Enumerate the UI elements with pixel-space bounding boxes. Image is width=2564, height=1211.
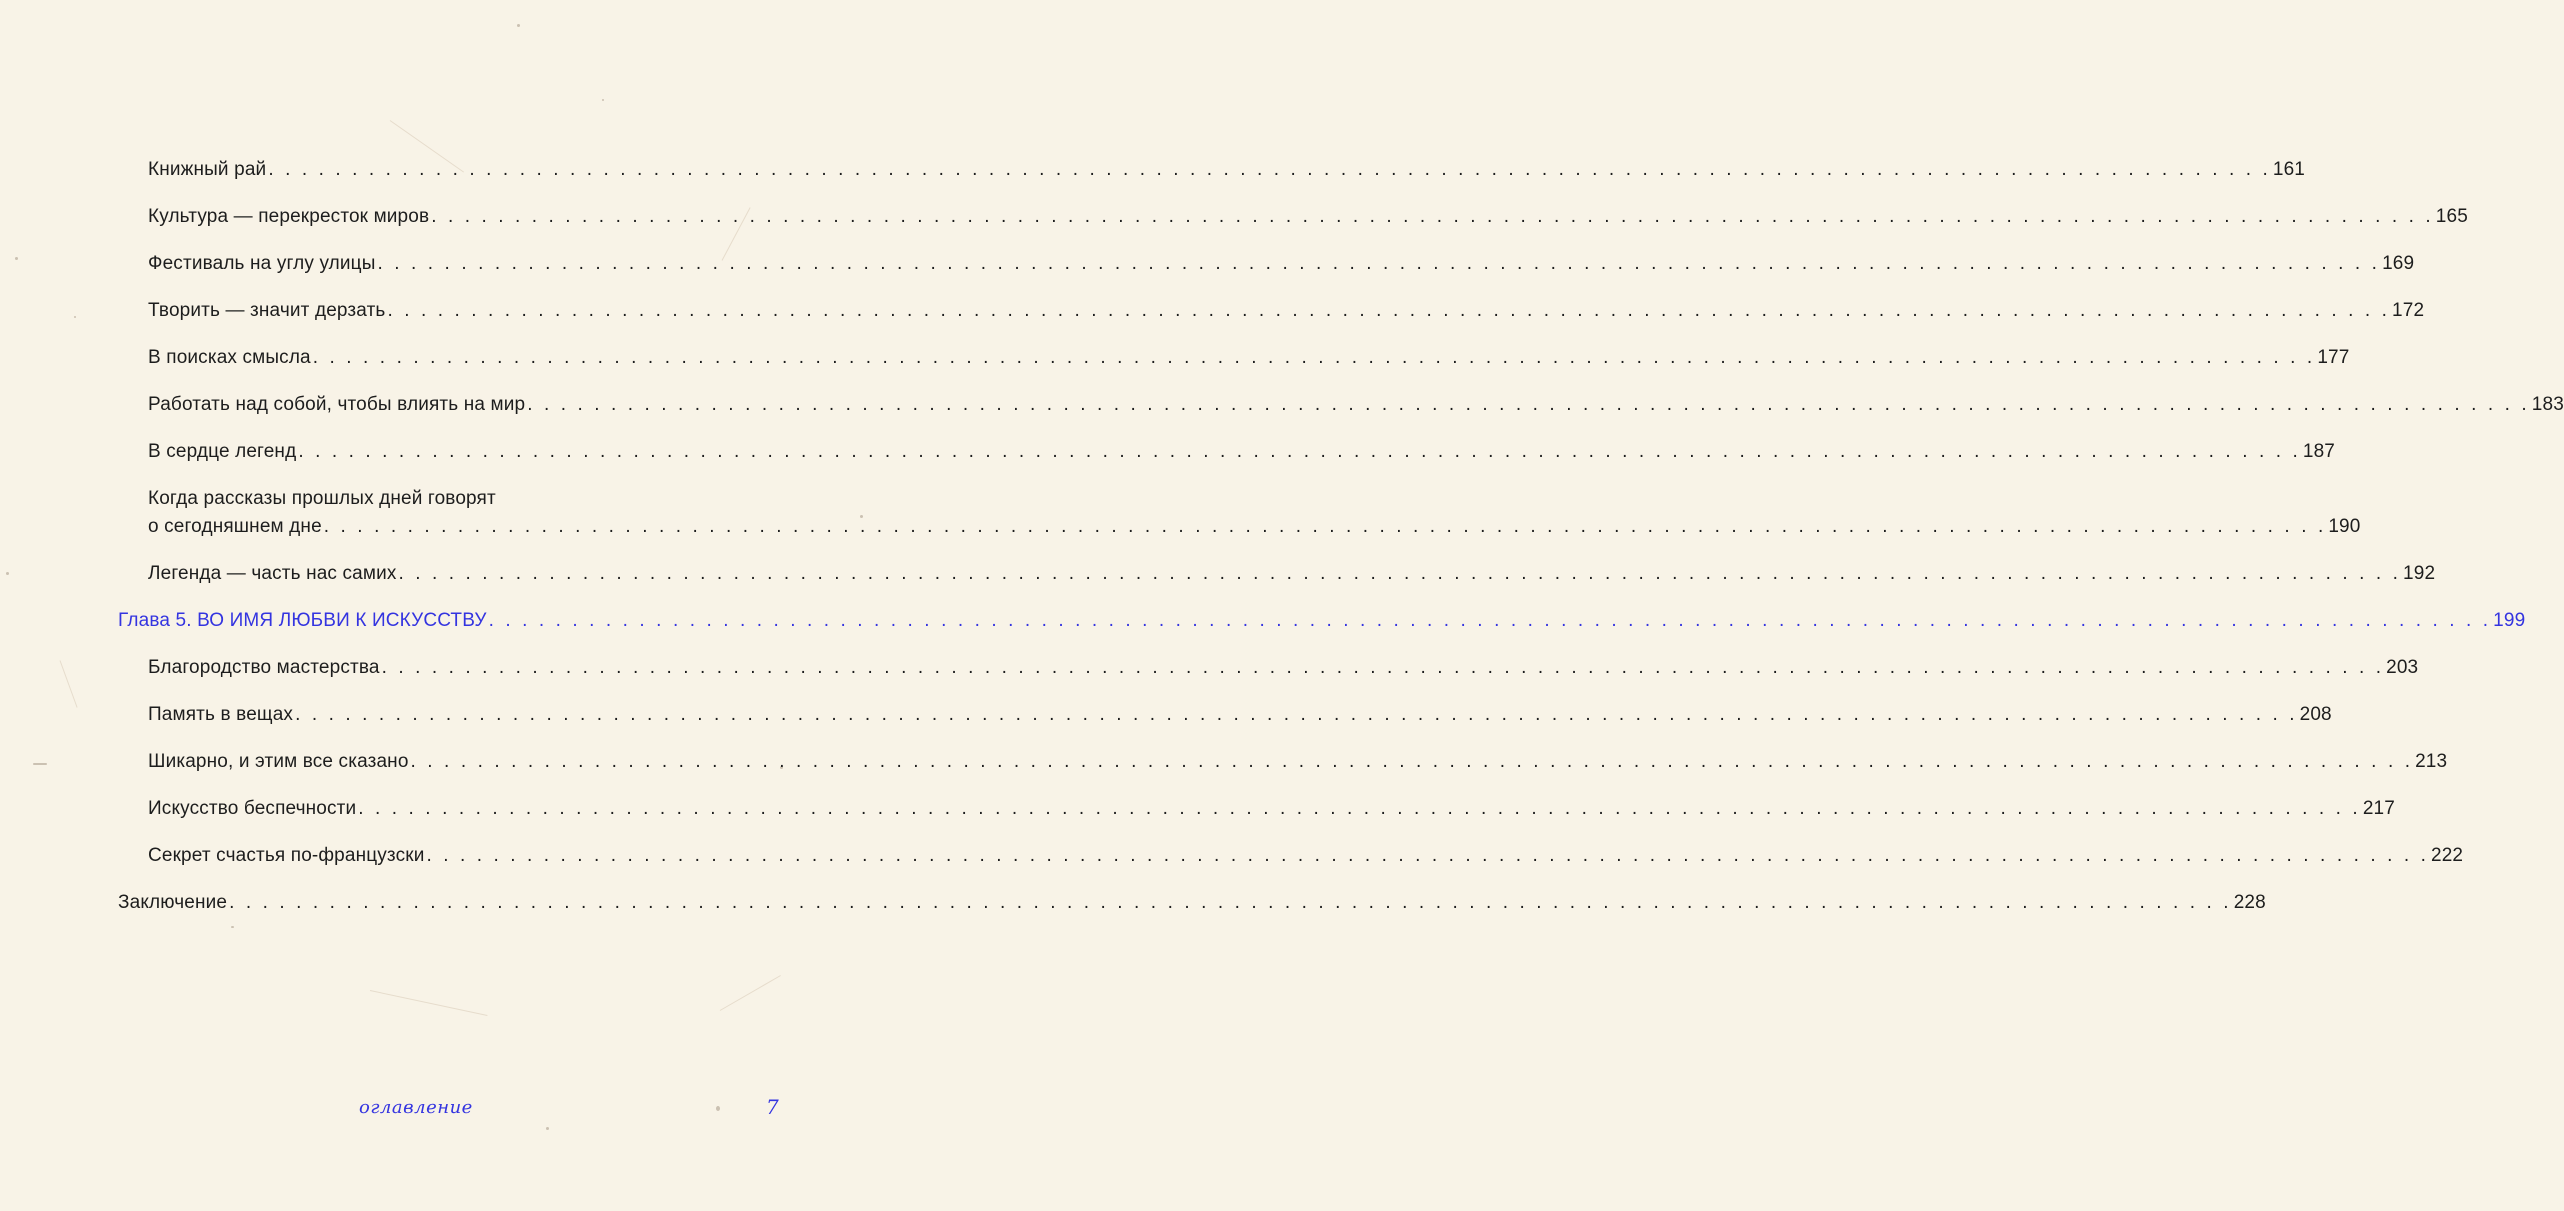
toc-entry-title: В сердце легенд bbox=[148, 441, 297, 462]
toc-entry[interactable] bbox=[118, 297, 2425, 325]
dot-leader: . . . . . . . . . . . . . . . . . . . . . . . . . . . . . . . . . . . . . . . . . . . . . . . . . . . . . . . . . . . . . . . . . . . . . . . . . . . . . . . . . . . . . . . . . . . . . . . . . . . . . . . . . . . . . . . . . . . . . . . . bbox=[431, 206, 2434, 227]
toc-chapter-entry[interactable] bbox=[118, 607, 2526, 635]
toc-entry-page: 161 bbox=[2272, 159, 2306, 180]
toc-entry-title: В поисках смысла bbox=[148, 347, 311, 368]
toc-entry-title: о сегодняшнем дне bbox=[148, 516, 322, 537]
dot-leader: . . . . . . . . . . . . . . . . . . . . . . . . . . . . . . . . . . . . . . . . . . . . . . . . . . . . . . . . . . . . . . . . . . . . . . . . . . . . . . . . . . . . . . . . . . . . . . . . . . . . . . . . . . . . . . . . . . . . . . . . bbox=[358, 798, 2361, 819]
dot-leader: . . . . . . . . . . . . . . . . . . . . . . . . . . . . . . . . . . . . . . . . . . . . . . . . . . . . . . . . . . . . . . . . . . . . . . . . . . . . . . . . . . . . . . . . . . . . . . . . . . . . . . . . . . . . . . . . . . . . . . . . bbox=[268, 159, 2271, 180]
running-title: оглавление bbox=[359, 1097, 473, 1118]
toc-entry-page: 203 bbox=[2386, 657, 2419, 678]
dot-leader: . . . . . . . . . . . . . . . . . . . . . . . . . . . . . . . . . . . . . . . . . . . . . . . . . . . . . . . . . . . . . . . . . . . . . . . . . . . . . . . . . . . . . . . . . . . . . . . . . . . . . . . . . . . . . . . . . . . . . . . . bbox=[312, 347, 2316, 368]
toc-entry-page: 187 bbox=[2302, 441, 2336, 462]
dot-leader: . . . . . . . . . . . . . . . . . . . . . . . . . . . . . . . . . . . . . . . . . . . . . . . . . . . . . . . . . . . . . . . . . . . . . . . . . . . . . . . . . . . . . . . . . . . . . . . . . . . . . . . . . . . . . . . . . . . . . . . . bbox=[410, 751, 2414, 772]
dot-leader: . . . . . . . . . . . . . . . . . . . . . . . . . . . . . . . . . . . . . . . . . . . . . . . . . . . . . . . . . . . . . . . . . . . . . . . . . . . . . . . . . . . . . . . . . . . . . . . . . . . . . . . . . . . . . . . . . . . . . . . . bbox=[229, 892, 2232, 913]
toc-entry[interactable] bbox=[118, 748, 2448, 776]
toc-entry[interactable] bbox=[118, 344, 2350, 372]
toc-entry[interactable] bbox=[118, 560, 2436, 588]
toc-entry[interactable] bbox=[118, 842, 2464, 870]
toc-entry-page: 177 bbox=[2317, 347, 2350, 368]
toc-entry-title: Искусство беспечности bbox=[148, 798, 357, 819]
toc-entry[interactable] bbox=[118, 485, 2361, 541]
toc-entry-page: 190 bbox=[2328, 516, 2361, 537]
toc-entry[interactable] bbox=[118, 654, 2419, 682]
toc-entry-title: Секрет счастья по-французски bbox=[148, 845, 425, 866]
table-of-contents bbox=[118, 156, 2564, 936]
dot-leader: . . . . . . . . . . . . . . . . . . . . . . . . . . . . . . . . . . . . . . . . . . . . . . . . . . . . . . . . . . . . . . . . . . . . . . . . . . . . . . . . . . . . . . . . . . . . . . . . . . . . . . . . . . . . . . . . . . . . . . . . bbox=[488, 610, 2492, 631]
toc-entry-page: 199 bbox=[2493, 610, 2526, 631]
toc-entry-page: 192 bbox=[2403, 563, 2436, 584]
toc-entry[interactable] bbox=[118, 701, 2332, 729]
toc-entry[interactable] bbox=[118, 438, 2336, 466]
toc-entry[interactable] bbox=[118, 889, 2266, 917]
toc-entry-page: 217 bbox=[2362, 798, 2395, 819]
toc-entry-page: 172 bbox=[2392, 300, 2425, 321]
dot-leader: . . . . . . . . . . . . . . . . . . . . . . . . . . . . . . . . . . . . . . . . . . . . . . . . . . . . . . . . . . . . . . . . . . . . . . . . . . . . . . . . . . . . . . . . . . . . . . . . . . . . . . . . . . . . . . . . . . . . . . . . bbox=[377, 253, 2381, 274]
dot-leader: . . . . . . . . . . . . . . . . . . . . . . . . . . . . . . . . . . . . . . . . . . . . . . . . . . . . . . . . . . . . . . . . . . . . . . . . . . . . . . . . . . . . . . . . . . . . . . . . . . . . . . . . . . . . . . . . . . . . . . . . bbox=[295, 704, 2298, 725]
toc-entry-title: Глава 5. ВО ИМЯ ЛЮБВИ К ИСКУССТВУ bbox=[118, 610, 487, 631]
toc-entry-title: Культура — перекресток миров bbox=[148, 206, 430, 227]
page-number: 7 bbox=[766, 1095, 779, 1119]
toc-entry[interactable] bbox=[118, 795, 2395, 823]
dot-leader: . . . . . . . . . . . . . . . . . . . . . . . . . . . . . . . . . . . . . . . . . . . . . . . . . . . . . . . . . . . . . . . . . . . . . . . . . . . . . . . . . . . . . . . . . . . . . . . . . . . . . . . . . . . . . . . . . . . . . . . . bbox=[323, 516, 2327, 537]
toc-entry-page: 165 bbox=[2435, 206, 2468, 227]
dot-leader: . . . . . . . . . . . . . . . . . . . . . . . . . . . . . . . . . . . . . . . . . . . . . . . . . . . . . . . . . . . . . . . . . . . . . . . . . . . . . . . . . . . . . . . . . . . . . . . . . . . . . . . . . . . . . . . . . . . . . . . . bbox=[381, 657, 2385, 678]
toc-entry-page: 183 bbox=[2531, 394, 2564, 415]
toc-entry-title: Творить — значит дерзать bbox=[148, 300, 386, 321]
dot-leader: . . . . . . . . . . . . . . . . . . . . . . . . . . . . . . . . . . . . . . . . . . . . . . . . . . . . . . . . . . . . . . . . . . . . . . . . . . . . . . . . . . . . . . . . . . . . . . . . . . . . . . . . . . . . . . . . . . . . . . . . bbox=[387, 300, 2391, 321]
toc-entry-title: Работать над собой, чтобы влиять на мир bbox=[148, 394, 526, 415]
toc-entry-page: 169 bbox=[2382, 253, 2415, 274]
toc-entry-page: 222 bbox=[2431, 845, 2464, 866]
toc-entry-title: Заключение bbox=[118, 892, 228, 913]
dot-leader: . . . . . . . . . . . . . . . . . . . . . . . . . . . . . . . . . . . . . . . . . . . . . . . . . . . . . . . . . . . . . . . . . . . . . . . . . . . . . . . . . . . . . . . . . . . . . . . . . . . . . . . . . . . . . . . . . . . . . . . . bbox=[298, 441, 2301, 462]
toc-entry-title-line1: Когда рассказы прошлых дней говорят bbox=[148, 488, 496, 509]
toc-entry-page: 208 bbox=[2299, 704, 2332, 725]
dot-leader: . . . . . . . . . . . . . . . . . . . . . . . . . . . . . . . . . . . . . . . . . . . . . . . . . . . . . . . . . . . . . . . . . . . . . . . . . . . . . . . . . . . . . . . . . . . . . . . . . . . . . . . . . . . . . . . . . . . . . . . . bbox=[426, 845, 2429, 866]
toc-entry-title: Благородство мастерства bbox=[148, 657, 380, 678]
toc-entry[interactable] bbox=[118, 203, 2468, 231]
dot-leader: . . . . . . . . . . . . . . . . . . . . . . . . . . . . . . . . . . . . . . . . . . . . . . . . . . . . . . . . . . . . . . . . . . . . . . . . . . . . . . . . . . . . . . . . . . . . . . . . . . . . . . . . . . . . . . . . . . . . . . . . bbox=[398, 563, 2402, 584]
toc-entry[interactable] bbox=[118, 250, 2415, 278]
toc-entry[interactable] bbox=[118, 156, 2306, 184]
toc-entry[interactable] bbox=[118, 391, 2564, 419]
toc-entry-title: Книжный рай bbox=[148, 159, 267, 180]
toc-entry-page: 228 bbox=[2233, 892, 2266, 913]
toc-entry-title: Память в вещах bbox=[148, 704, 294, 725]
toc-entry-page: 213 bbox=[2415, 751, 2448, 772]
toc-entry-title: Шикарно, и этим все сказано bbox=[148, 751, 409, 772]
toc-entry-title: Легенда — часть нас самих bbox=[148, 563, 397, 584]
toc-entry-title: Фестиваль на углу улицы bbox=[148, 253, 376, 274]
dot-leader: . . . . . . . . . . . . . . . . . . . . . . . . . . . . . . . . . . . . . . . . . . . . . . . . . . . . . . . . . . . . . . . . . . . . . . . . . . . . . . . . . . . . . . . . . . . . . . . . . . . . . . . . . . . . . . . . . . . . . . . . bbox=[527, 394, 2530, 415]
